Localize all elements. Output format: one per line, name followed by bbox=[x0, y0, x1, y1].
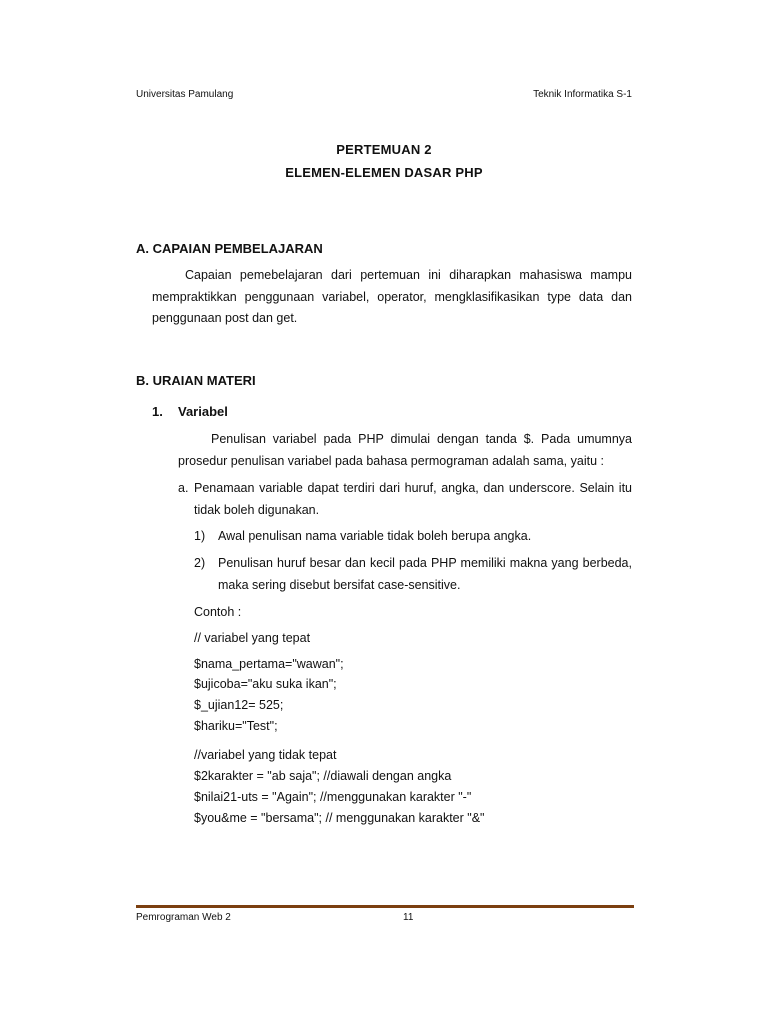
code-line: $nilai21-uts = "Again"; //menggunakan karakter "-" bbox=[194, 790, 472, 804]
variabel-intro: Penulisan variabel pada PHP dimulai dengan tanda $. Pada umumnya prosedur penulisan variabel pada bahasa permograman adalah sama, yaitu : bbox=[178, 432, 632, 468]
page-number: 11 bbox=[403, 912, 414, 923]
code-line: $2karakter = "ab saja"; //diawali dengan angka bbox=[194, 769, 452, 783]
page-title: PERTEMUAN 2 bbox=[336, 142, 432, 157]
rule-1-text: Awal penulisan nama variable tidak boleh berupa angka. bbox=[218, 529, 532, 543]
rule-2-marker: 2) bbox=[194, 556, 206, 570]
header-institution: Universitas Pamulang bbox=[136, 89, 234, 100]
code-line: $_ujian12= 525; bbox=[194, 698, 284, 712]
section-a-heading: A. CAPAIAN PEMBELAJARAN bbox=[136, 241, 323, 256]
header-program: Teknik Informatika S-1 bbox=[533, 89, 632, 100]
section-a-paragraph: Capaian pemebelajaran dari pertemuan ini diharapkan mahasiswa mampu mempraktikkan penggunaan variabel, operator, mengklasifikasikan type data dan penggunaan post dan get. bbox=[152, 268, 632, 325]
rule-2-text: Penulisan huruf besar dan kecil pada PHP memiliki makna yang berbeda, maka sering disebut bersifat case-sensitive. bbox=[218, 556, 632, 592]
subsection-title: Variabel bbox=[178, 404, 228, 419]
page-subtitle: ELEMEN-ELEMEN DASAR PHP bbox=[285, 165, 483, 180]
item-a-text: Penamaan variable dapat terdiri dari huruf, angka, dan underscore. Selain itu tidak boleh digunakan. bbox=[194, 481, 632, 517]
invalid-comment: //variabel yang tidak tepat bbox=[194, 748, 337, 762]
code-line: $hariku="Test"; bbox=[194, 719, 278, 733]
item-a-marker: a. bbox=[178, 481, 189, 495]
rule-1-marker: 1) bbox=[194, 529, 206, 543]
footer-course: Pemrograman Web 2 bbox=[136, 912, 231, 923]
footer-divider bbox=[136, 905, 634, 908]
code-line: $you&me = "bersama"; // menggunakan karakter "&" bbox=[194, 811, 485, 825]
valid-comment: // variabel yang tepat bbox=[194, 631, 311, 645]
subsection-number: 1. bbox=[152, 404, 163, 419]
code-line: $ujicoba="aku suka ikan"; bbox=[194, 677, 337, 691]
example-label: Contoh : bbox=[194, 605, 242, 619]
section-b-heading: B. URAIAN MATERI bbox=[136, 373, 256, 388]
code-line: $nama_pertama="wawan"; bbox=[194, 657, 344, 671]
